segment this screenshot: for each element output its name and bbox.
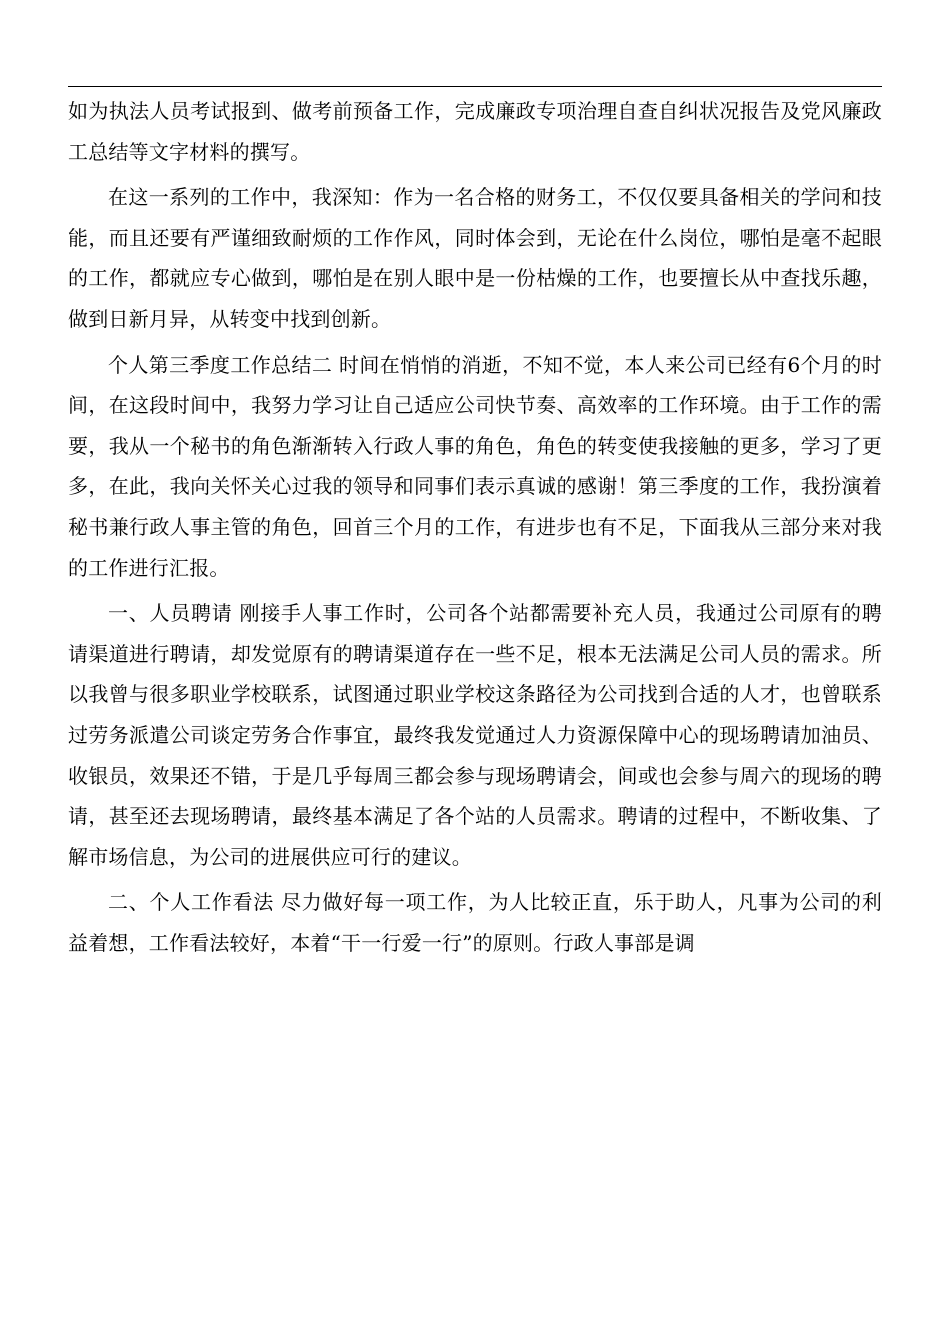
- paragraph-reflection: 在这一系列的工作中，我深知：作为一名合格的财务工，不仅仅要具备相关的学问和技能，而且还要有严谨细致耐烦的工作作风，同时体会到，无论在什么岗位，哪怕是毫不起眼的工作，都就应专心做到，哪怕是在别人眼中是一份枯燥的工作，也要擅长从中查找乐趣，做到日新月异，从转变中找到创新。: [68, 185, 882, 331]
- paragraph-continuation: 如为执法人员考试报到、做考前预备工作，完成廉政专项治理自查自纠状况报告及党风廉政工总结等文字材料的撰写。: [68, 99, 882, 164]
- paragraph-recruitment: 一、人员聘请 刚接手人事工作时，公司各个站都需要补充人员，我通过公司原有的聘请渠道进行聘请，却发觉原有的聘请渠道存在一些不足，根本无法满足公司人员的需求。所以我曾与很多职业学校联系，试图通过职业学校这条路径为公司找到合适的人才，也曾联系过劳务派遣公司谈定劳务合作事宜，最终我发觉通过人力资源保障中心的现场聘请加油员、收银员，效果还不错，于是几乎每周三都会参与现场聘请会，间或也会参与周六的现场的聘请，甚至还去现场聘请，最终基本满足了各个站的人员需求。聘请的过程中，不断收集、了解市场信息，为公司的进展供应可行的建议。: [68, 601, 882, 869]
- paragraph-work-attitude: 二、个人工作看法 尽力做好每一项工作，为人比较正直，乐于助人，凡事为公司的利益着想，工作看法较好，本着“干一行爱一行”的原则。行政人事部是调: [68, 890, 882, 955]
- document-body: [68, 91, 882, 963]
- header-rule: [68, 86, 882, 87]
- paragraph-summary-two: 个人第三季度工作总结二 时间在悄悄的消逝，不知不觉，本人来公司已经有6个月的时间，在这段时间中，我努力学习让自己适应公司快节奏、高效率的工作环境。由于工作的需要，我从一个秘书的角色渐渐转入行政人事的角色，角色的转变使我接触的更多，学习了更多，在此，我向关怀关心过我的领导和同事们表示真诚的感谢！第三季度的工作，我扮演着秘书兼行政人事主管的角色，回首三个月的工作，有进步也有不足，下面我从三部分来对我的工作进行汇报。: [68, 352, 882, 580]
